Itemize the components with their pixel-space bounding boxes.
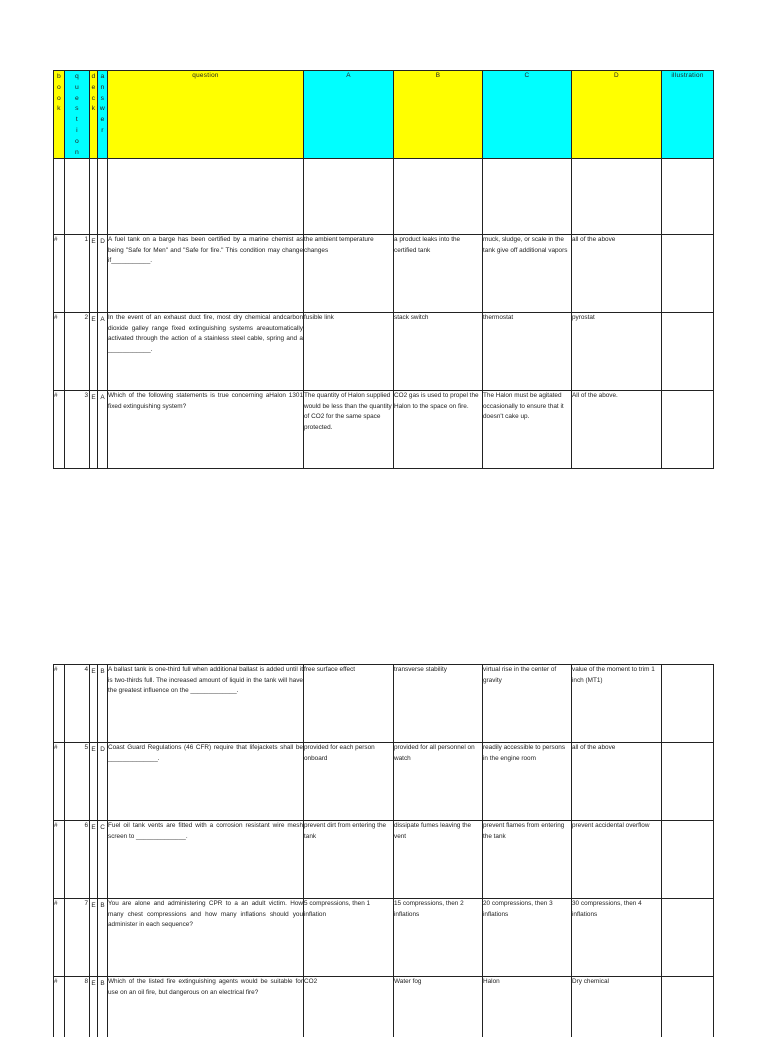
cell-deck: E bbox=[90, 743, 98, 821]
cell-option-c: Halon bbox=[483, 977, 572, 1037]
cell-option-c: 20 compressions, then 3 inflations bbox=[483, 899, 572, 977]
cell-question-number: 7 bbox=[65, 899, 90, 977]
question-table-page-2 bbox=[53, 664, 714, 1037]
cell-option-b: 15 compressions, then 2 inflations bbox=[394, 899, 483, 977]
cell-answer: D bbox=[98, 743, 108, 821]
cell-answer: D bbox=[98, 235, 108, 313]
cell-question: Coast Guard Regulations (46 CFR) require that lifejackets shall be ______________. bbox=[108, 743, 304, 821]
cell-book: # bbox=[54, 235, 65, 313]
cell-illustration bbox=[662, 743, 714, 821]
cell-book: # bbox=[54, 391, 65, 469]
cell-question-number: 1 bbox=[65, 235, 90, 313]
cell-question-number: 3 bbox=[65, 391, 90, 469]
cell-question: Fuel oil tank vents are fitted with a corrosion resistant wire mesh screen to ______________. bbox=[108, 821, 304, 899]
cell-illustration bbox=[662, 899, 714, 977]
header-illustration: illustration bbox=[662, 71, 714, 159]
cell-illustration bbox=[662, 313, 714, 391]
cell-option-b: stack switch bbox=[394, 313, 483, 391]
cell-question: A fuel tank on a barge has been certified by a marine chemist as being "Safe for Men" and "Safe for fire." This condition may change if___________. bbox=[108, 235, 304, 313]
cell-illustration bbox=[662, 235, 714, 313]
cell-option-b: a product leaks into the certified tank bbox=[394, 235, 483, 313]
cell-deck: E bbox=[90, 899, 98, 977]
table-row bbox=[54, 977, 714, 1037]
cell-answer: C bbox=[98, 821, 108, 899]
table-row bbox=[54, 821, 714, 899]
cell-deck: E bbox=[90, 235, 98, 313]
cell-option-c: virtual rise in the center of gravity bbox=[483, 665, 572, 743]
cell-option-a: the ambient temperature changes bbox=[304, 235, 394, 313]
cell-answer: B bbox=[98, 665, 108, 743]
header-option-c: C bbox=[483, 71, 572, 159]
header-row bbox=[54, 71, 714, 159]
header-option-b: B bbox=[394, 71, 483, 159]
cell-illustration bbox=[662, 665, 714, 743]
cell-option-d: Dry chemical bbox=[572, 977, 662, 1037]
cell-question-number: 4 bbox=[65, 665, 90, 743]
cell-option-a: 5 compressions, then 1 inflation bbox=[304, 899, 394, 977]
cell-question: Which of the listed fire extinguishing agents would be suitable for use on an oil fire, but dangerous on an electrical fire? bbox=[108, 977, 304, 1037]
cell-question-number: 6 bbox=[65, 821, 90, 899]
cell-question: Which of the following statements is true concerning aHalon 1301 fixed extinguishing system? bbox=[108, 391, 304, 469]
cell-option-d: value of the moment to trim 1 inch (MT1) bbox=[572, 665, 662, 743]
table-row bbox=[54, 313, 714, 391]
cell-option-b: dissipate fumes leaving the vent bbox=[394, 821, 483, 899]
cell-option-a: prevent dirt from entering the tank bbox=[304, 821, 394, 899]
header-deck: d e c k bbox=[90, 71, 98, 159]
cell-option-a: fusible link bbox=[304, 313, 394, 391]
table-row bbox=[54, 235, 714, 313]
header-option-d: D bbox=[572, 71, 662, 159]
cell-answer: A bbox=[98, 313, 108, 391]
cell-option-a: provided for each person onboard bbox=[304, 743, 394, 821]
cell-option-c: readily accessible to persons in the engine room bbox=[483, 743, 572, 821]
cell-book: # bbox=[54, 821, 65, 899]
cell-option-c: The Halon must be agitated occasionally to ensure that it doesn't cake up. bbox=[483, 391, 572, 469]
question-table-page-1 bbox=[53, 70, 714, 469]
cell-book: # bbox=[54, 313, 65, 391]
cell-option-c: muck, sludge, or scale in the tank give off additional vapors bbox=[483, 235, 572, 313]
cell-illustration bbox=[662, 977, 714, 1037]
cell-option-d: all of the above bbox=[572, 743, 662, 821]
cell-option-a: The quantity of Halon supplied would be less than the quantity of CO2 for the same space protected. bbox=[304, 391, 394, 469]
cell-answer: B bbox=[98, 977, 108, 1037]
header-option-a: A bbox=[304, 71, 394, 159]
cell-question-number: 2 bbox=[65, 313, 90, 391]
table-row bbox=[54, 665, 714, 743]
header-book: b o o k bbox=[54, 71, 65, 159]
cell-illustration bbox=[662, 391, 714, 469]
cell-deck: E bbox=[90, 665, 98, 743]
cell-question-number: 8 bbox=[65, 977, 90, 1037]
empty-row bbox=[54, 159, 714, 235]
cell-option-d: 30 compressions, then 4 inflations bbox=[572, 899, 662, 977]
cell-book: # bbox=[54, 977, 65, 1037]
cell-question-number: 5 bbox=[65, 743, 90, 821]
cell-option-d: All of the above. bbox=[572, 391, 662, 469]
table-row bbox=[54, 899, 714, 977]
cell-book: # bbox=[54, 899, 65, 977]
cell-answer: B bbox=[98, 899, 108, 977]
cell-option-d: prevent accidental overflow bbox=[572, 821, 662, 899]
header-answer: a n s w e r bbox=[98, 71, 108, 159]
cell-option-b: CO2 gas is used to propel the Halon to the space on fire. bbox=[394, 391, 483, 469]
table-row bbox=[54, 391, 714, 469]
cell-book: # bbox=[54, 743, 65, 821]
table-row bbox=[54, 743, 714, 821]
cell-deck: E bbox=[90, 313, 98, 391]
cell-option-d: all of the above bbox=[572, 235, 662, 313]
cell-answer: A bbox=[98, 391, 108, 469]
cell-option-b: provided for all personnel on watch bbox=[394, 743, 483, 821]
cell-illustration bbox=[662, 821, 714, 899]
cell-option-d: pyrostat bbox=[572, 313, 662, 391]
header-question-number: q u e s t i o n bbox=[65, 71, 90, 159]
cell-option-a: CO2 bbox=[304, 977, 394, 1037]
cell-option-c: prevent flames from entering the tank bbox=[483, 821, 572, 899]
cell-option-b: transverse stability bbox=[394, 665, 483, 743]
cell-question: A ballast tank is one-third full when additional ballast is added until it is two-thirds full. The increased amount of liquid in the tank will have the greatest influence on the _____________. bbox=[108, 665, 304, 743]
cell-option-c: thermostat bbox=[483, 313, 572, 391]
cell-book: # bbox=[54, 665, 65, 743]
cell-deck: E bbox=[90, 391, 98, 469]
cell-option-a: free surface effect bbox=[304, 665, 394, 743]
cell-deck: E bbox=[90, 821, 98, 899]
header-question: question bbox=[108, 71, 304, 159]
cell-question: In the event of an exhaust duct fire, most dry chemical andcarbon dioxide galley range fixed extinguishing systems areautomatically activated through the action of a stainless steel cable, spring and a ____________. bbox=[108, 313, 304, 391]
cell-question: You are alone and administering CPR to a an adult victim. How many chest compressions and how many inflations should you administer in each sequence? bbox=[108, 899, 304, 977]
cell-option-b: Water fog bbox=[394, 977, 483, 1037]
cell-deck: E bbox=[90, 977, 98, 1037]
